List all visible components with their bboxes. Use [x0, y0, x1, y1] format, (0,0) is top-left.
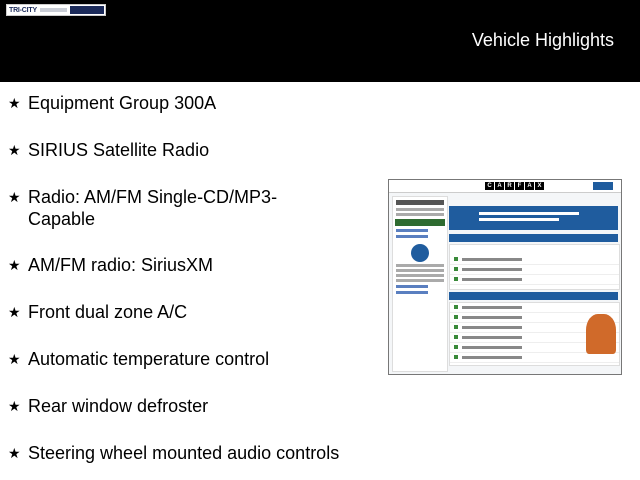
star-icon: ★ — [8, 351, 21, 367]
highlight-item — [8, 254, 388, 276]
header-bar — [0, 0, 640, 82]
carfax-sidebar — [392, 196, 448, 372]
carfax-logo — [485, 182, 545, 190]
star-icon: ★ — [8, 95, 21, 111]
dealer-logo[interactable] — [6, 4, 106, 16]
highlight-text: Steering wheel mounted audio controls — [28, 443, 340, 463]
star-icon: ★ — [8, 445, 21, 461]
carfax-badge-icon — [411, 244, 429, 262]
carfax-history-bar — [449, 292, 618, 300]
carfax-report-image[interactable] — [388, 179, 622, 375]
carfax-topbar — [389, 180, 621, 193]
star-icon: ★ — [8, 189, 21, 205]
carfax-banner — [449, 206, 618, 230]
highlight-item — [8, 348, 388, 370]
star-icon: ★ — [8, 257, 21, 273]
logo-tag — [70, 6, 104, 14]
carfax-main — [449, 196, 618, 370]
highlight-text: Front dual zone A/C — [28, 302, 188, 322]
star-icon: ★ — [8, 304, 21, 320]
dealer-logo-text: TRI-CITY — [9, 6, 37, 14]
highlight-text: Radio: AM/FM Single-CD/MP3-Capable — [28, 187, 278, 229]
carfax-logo-letter: R — [505, 182, 514, 190]
carfax-section-bar — [449, 234, 618, 242]
carfax-home-button — [593, 182, 613, 190]
carfax-logo-letter: C — [485, 182, 494, 190]
carfax-logo-letter: F — [515, 182, 524, 190]
highlight-item — [8, 442, 388, 464]
page-title: Vehicle Highlights — [471, 30, 614, 50]
carfax-logo-letter: X — [535, 182, 544, 190]
highlight-item — [8, 301, 388, 323]
highlight-text: AM/FM radio: SiriusXM — [28, 255, 214, 275]
highlight-text: Rear window defroster — [28, 396, 209, 416]
highlight-item — [8, 92, 388, 114]
highlight-text: Automatic temperature control — [28, 349, 270, 369]
star-icon: ★ — [8, 142, 21, 158]
highlight-text: Equipment Group 300A — [28, 93, 217, 113]
carfax-logo-letter: A — [495, 182, 504, 190]
carfox-mascot-icon — [586, 314, 616, 354]
logo-strip — [40, 8, 67, 12]
highlight-item — [8, 139, 388, 161]
star-icon: ★ — [8, 398, 21, 414]
carfax-logo-letter: A — [525, 182, 534, 190]
carfax-nav-active — [395, 219, 445, 226]
highlight-item — [8, 186, 308, 230]
highlight-item — [8, 395, 388, 417]
carfax-value-panel — [449, 244, 620, 290]
highlight-text: SIRIUS Satellite Radio — [28, 140, 210, 160]
